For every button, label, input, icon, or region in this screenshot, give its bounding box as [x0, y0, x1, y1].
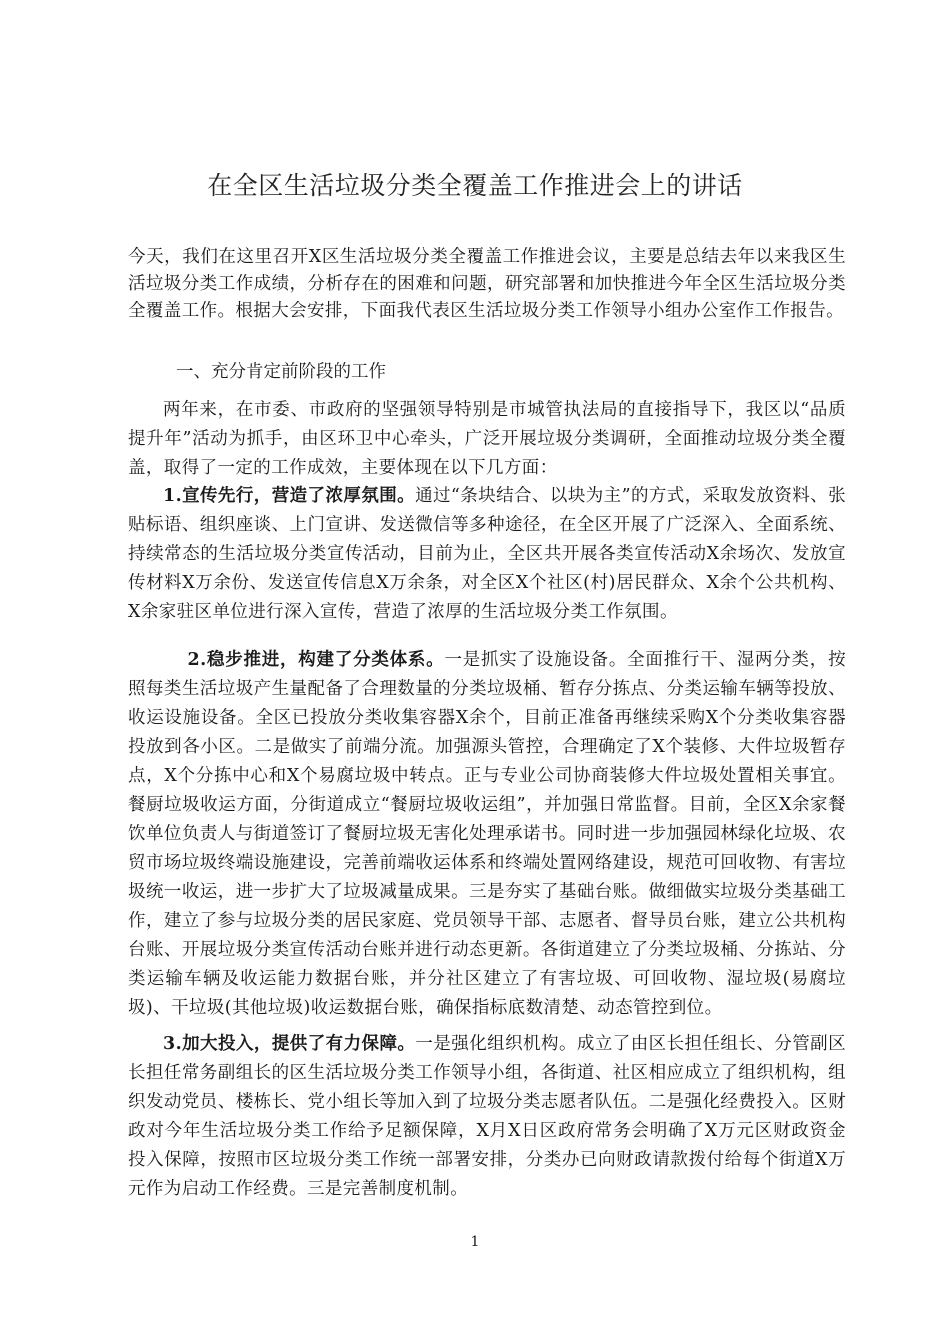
item-3-lead: 3.加大投入，提供了有力保障。: [163, 1034, 416, 1054]
intro-paragraph: 今天，我们在这里召开X区生活垃圾分类全覆盖工作推进会议，主要是总结去年以来我区生活垃圾分类工作成绩，分析存在的困难和问题，研究部署和加快推进今年全区生活垃圾分类全覆盖工作。根据大会安排，下面我代表区生活垃圾分类工作领导小组办公室作工作报告。: [128, 247, 846, 321]
item-1-paragraph: [128, 482, 846, 627]
item-2-lead: 2.稳步推进，构建了分类体系。: [187, 650, 445, 670]
section-heading: 一、充分肯定前阶段的工作: [176, 362, 386, 382]
section-intro-paragraph: 两年来，在市委、市政府的坚强领导特别是市城管执法局的直接指导下，我区以“品质提升年”活动为抓手，由区环卫中心牵头，广泛开展垃圾分类调研，全面推动垃圾分类全覆盖，取得了一定的工作成效，主要体现在以下几方面：: [128, 400, 846, 478]
item-3-body: 一是强化组织机构。成立了由区长担任组长、分管副区长担任常务副组长的区生活垃圾分类工作领导小组，各街道、社区相应成立了组织机构，组织发动党员、楼栋长、党小组长等加入到了垃圾分类志愿者队伍。二是强化经费投入。区财政对今年生活垃圾分类工作给予足额保障，X月X日区政府常务会明确了X万元区财政资金投入保障，按照市区垃圾分类工作统一部署安排，分类办已向财政请款拨付给每个街道X万元作为启动工作经费。三是完善制度机制。: [128, 1034, 846, 1199]
item-1-lead: 1.宣传先行，营造了浓厚氛围。: [163, 486, 416, 506]
item-2-paragraph: [128, 646, 846, 1023]
page-number: 1: [470, 1234, 480, 1250]
document-title: 在全区生活垃圾分类全覆盖工作推进会上的讲话: [207, 171, 743, 200]
item-2-body: 一是抓实了设施设备。全面推行干、湿两分类，按照每类生活垃圾产生量配备了合理数量的分类垃圾桶、暂存分拣点、分类运输车辆等投放、收运设施设备。全区已投放分类收集容器X余个，目前正准备再继续采购X个分类收集容器投放到各小区。二是做实了前端分流。加强源头管控，合理确定了X个装修、大件垃圾暂存点，X个分拣中心和X个易腐垃圾中转点。正与专业公司协商装修大件垃圾处置相关事宜。餐厨垃圾收运方面，分街道成立“餐厨垃圾收运组”，并加强日常监督。目前，全区X余家餐饮单位负责人与街道签订了餐厨垃圾无害化处理承诺书。同时进一步加强园林绿化垃圾、农贸市场垃圾终端设施建设，完善前端收运体系和终端处置网络建设，规范可回收物、有害垃圾统一收运，进一步扩大了垃圾减量成果。三是夯实了基础台账。做细做实垃圾分类基础工作，建立了参与垃圾分类的居民家庭、党员领导干部、志愿者、督导员台账，建立公共机构台账、开展垃圾分类宣传活动台账并进行动态更新。各街道建立了分类垃圾桶、分拣站、分类运输车辆及收运能力数据台账，并分社区建立了有害垃圾、可回收物、湿垃圾(易腐垃圾)、干垃圾(其他垃圾)收运数据台账，确保指标底数清楚、动态管控到位。: [128, 650, 846, 1018]
item-1-body: 通过“条块结合、以块为主”的方式，采取发放资料、张贴标语、组织座谈、上门宣讲、发送微信等多种途径，在全区开展了广泛深入、全面系统、持续常态的生活垃圾分类宣传活动，目前为止，全区共开展各类宣传活动X余场次、发放宣传材料X万余份、发送宣传信息X万余条，对全区X个社区(村)居民群众、X余个公共机构、X余家驻区单位进行深入宣传，营造了浓厚的生活垃圾分类工作氛围。: [128, 486, 846, 622]
item-3-paragraph: [128, 1030, 846, 1204]
